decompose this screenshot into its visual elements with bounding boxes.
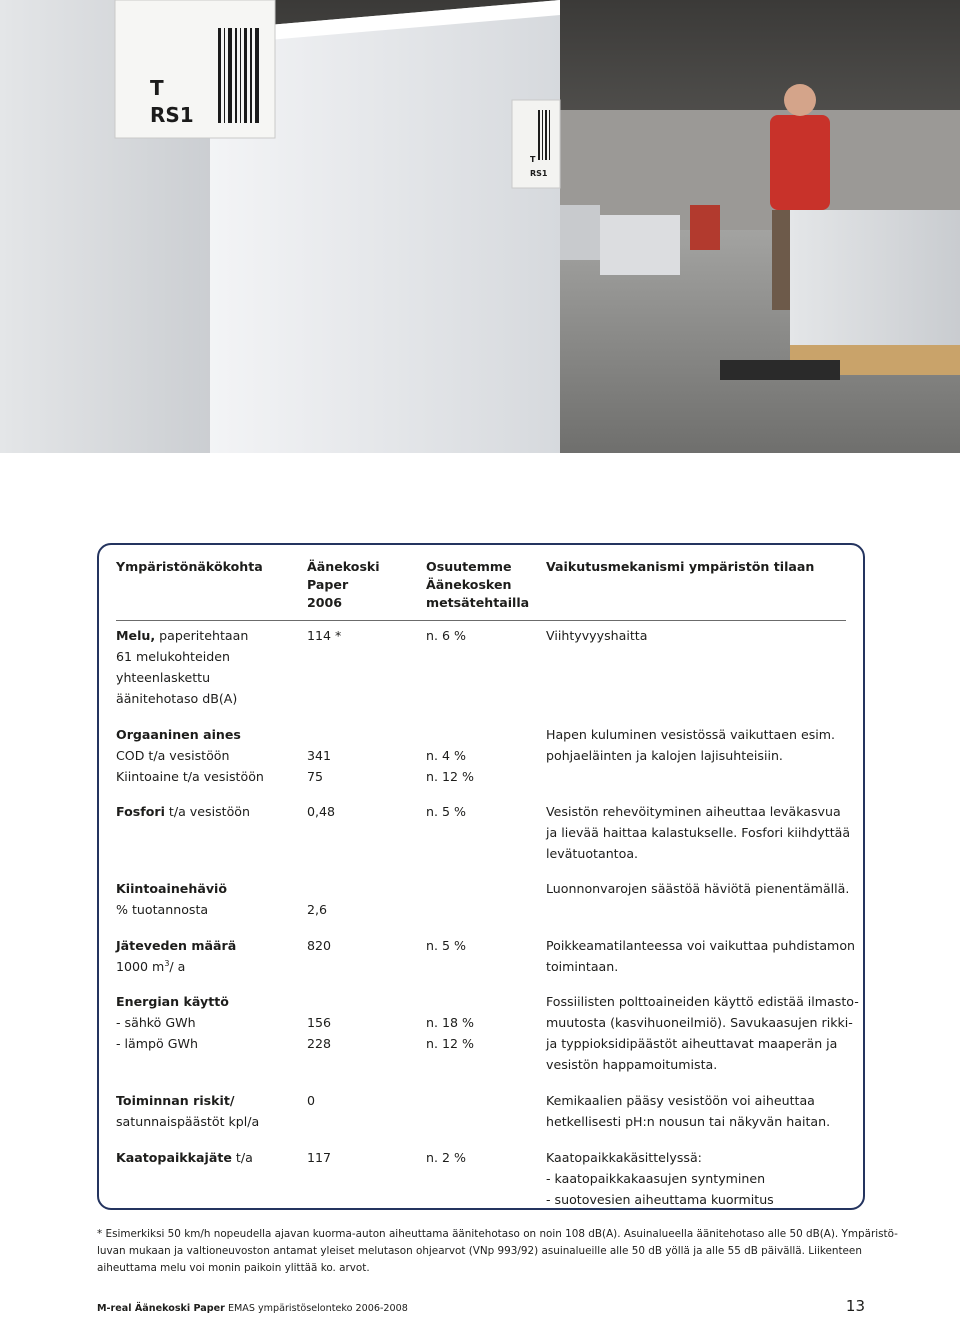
orgaaninen-impact-1: Hapen kuluminen vesistössä vaikuttaen esim. (546, 727, 836, 742)
orgaaninen-impact-2: pohjaeläinten ja kalojen lajisuhteisiin. (546, 748, 783, 763)
header-share-1: Osuutemme (426, 559, 512, 574)
kiintoainehavio-value: 2,6 (307, 902, 328, 917)
label-small-line2: RS1 (530, 169, 548, 178)
fosfori-label: Fosfori t/a vesistöön (116, 804, 250, 819)
riskit-value: 0 (307, 1093, 316, 1108)
footnote-line-3: aiheuttama melu voi monin paikoin ylittää ko. arvot. (97, 1262, 370, 1274)
lampo-value: 228 (307, 1036, 332, 1051)
sahko-value: 156 (307, 1015, 332, 1030)
fosfori-impact-2: ja lievää haittaa kalastukselle. Fosfori kiihdyttää (546, 825, 851, 840)
page-number: 13 (845, 1297, 865, 1315)
header-plant-2: Paper (307, 577, 349, 592)
footer-brand (97, 1303, 408, 1314)
worker-figure (770, 115, 830, 210)
riskit-impact-1: Kemikaalien pääsy vesistöön voi aiheuttaa (546, 1093, 815, 1108)
header-aspect: Ympäristönäkökohta (116, 559, 263, 574)
melu-share: n. 6 % (426, 628, 466, 643)
jatevesi-share: n. 5 % (426, 938, 466, 953)
footnote (97, 1226, 898, 1277)
kaatopaikka-impact-1: Kaatopaikkakäsittelyssä: (546, 1150, 702, 1165)
warehouse-illustration (0, 0, 960, 453)
kiintoaine-value: 75 (307, 769, 324, 784)
header-plant-1: Äänekoski (307, 559, 380, 574)
cod-value: 341 (307, 748, 332, 763)
jatevesi-label: Jäteveden määrä (116, 938, 237, 953)
label-large-line2: RS1 (150, 103, 194, 127)
kaatopaikka-share: n. 2 % (426, 1150, 466, 1165)
energia-impact-3: ja typpioksidipäästöt aiheuttavat maaperän ja (546, 1036, 838, 1051)
lampo-share: n. 12 % (426, 1036, 474, 1051)
jatevesi-impact-2: toimintaan. (546, 959, 619, 974)
kiintoainehavio-label: Kiintoainehäviö (116, 881, 227, 896)
header-impact: Vaikutusmekanismi ympäristön tilaan (546, 559, 815, 574)
kiintoainehavio-impact: Luonnonvarojen säästöä häviötä pienentämällä. (546, 881, 850, 896)
fosfori-impact-3: levätuotantoa. (546, 846, 639, 861)
header-plant-3: 2006 (307, 595, 343, 610)
energia-impact-2: muutosta (kasvihuoneilmiö). Savukaasujen rikki- (546, 1015, 853, 1030)
cod-label: COD t/a vesistöön (116, 748, 230, 763)
fosfori-share: n. 5 % (426, 804, 466, 819)
shipping-label-large (115, 0, 275, 138)
jatevesi-impact-1: Poikkeamatilanteessa voi vaikuttaa puhdistamon (546, 938, 856, 953)
sahko-share: n. 18 % (426, 1015, 474, 1030)
lampo-label: - lämpö GWh (116, 1036, 198, 1051)
riskit-label: Toiminnan riskit/ (116, 1093, 235, 1108)
header-share-3: metsätehtailla (426, 595, 530, 610)
orgaaninen-label: Orgaaninen aines (116, 727, 241, 742)
melu-value: 114 * (307, 628, 342, 643)
kaatopaikka-value: 117 (307, 1150, 332, 1165)
riskit-impact-2: hetkellisesti pH:n nousun tai näkyvän haitan. (546, 1114, 831, 1129)
energia-impact-1: Fossiilisten polttoaineiden käyttö edistää ilmasto- (546, 994, 859, 1009)
label-large-line1: T (150, 76, 164, 100)
riskit-sub: satunnaispäästöt kpl/a (116, 1114, 260, 1129)
energia-impact-4: vesistön happamoitumista. (546, 1057, 718, 1072)
label-small-line1: T (530, 155, 536, 164)
jatevesi-sub: 1000 $m^3/$ a (116, 958, 186, 974)
melu-line-1: 61 melukohteiden (116, 649, 230, 664)
kiintoaine-share: n. 12 % (426, 769, 474, 784)
fosfori-impact-1: Vesistön rehevöityminen aiheuttaa leväkasvua (546, 804, 841, 819)
melu-line-3: äänitehotaso dB(A) (116, 691, 238, 706)
melu-impact: Viihtyvyyshaitta (546, 628, 648, 643)
kaatopaikka-label: Kaatopaikkajäte t/a (116, 1150, 253, 1165)
footnote-line-2: luvan mukaan ja valtioneuvoston antamat yleiset melutason ohjearvot (VNp 993/92) asuinalueille alle 50 dB yöllä ja alle 55 dB päivällä. Liikenteen (97, 1245, 862, 1257)
kiintoaine-label: Kiintoaine t/a vesistöön (116, 769, 264, 784)
kaatopaikka-impact-2: - kaatopaikkakaasujen syntyminen (546, 1171, 766, 1186)
sahko-label: - sähkö GWh (116, 1015, 196, 1030)
melu-label: Melu, paperitehtaan (116, 628, 249, 643)
footer-report: EMAS ympäristöselonteko 2006-2008 (227, 1303, 408, 1314)
jatevesi-value: 820 (307, 938, 332, 953)
header-share-2: Äänekosken (426, 577, 512, 592)
cod-share: n. 4 % (426, 748, 466, 763)
footer-company: M-real Äänekoski Paper (97, 1303, 225, 1314)
fosfori-value: 0,48 (307, 804, 336, 819)
kiintoainehavio-sub: % tuotannosta (116, 902, 209, 917)
warehouse-photo (0, 0, 960, 453)
footnote-line-1: * Esimerkiksi 50 km/h nopeudella ajavan kuorma-auton aiheuttama äänitehotaso on noin 108 dB(A). Asuinalueella äänitehotaso alle 50 dB(A). Ympäristö- (97, 1228, 898, 1240)
kaatopaikka-impact-3: - suotovesien aiheuttama kuormitus (546, 1192, 774, 1207)
melu-line-2: yhteenlaskettu (116, 670, 211, 685)
shipping-label-small (512, 100, 560, 188)
header-divider (116, 620, 846, 621)
energia-label: Energian käyttö (116, 994, 229, 1009)
